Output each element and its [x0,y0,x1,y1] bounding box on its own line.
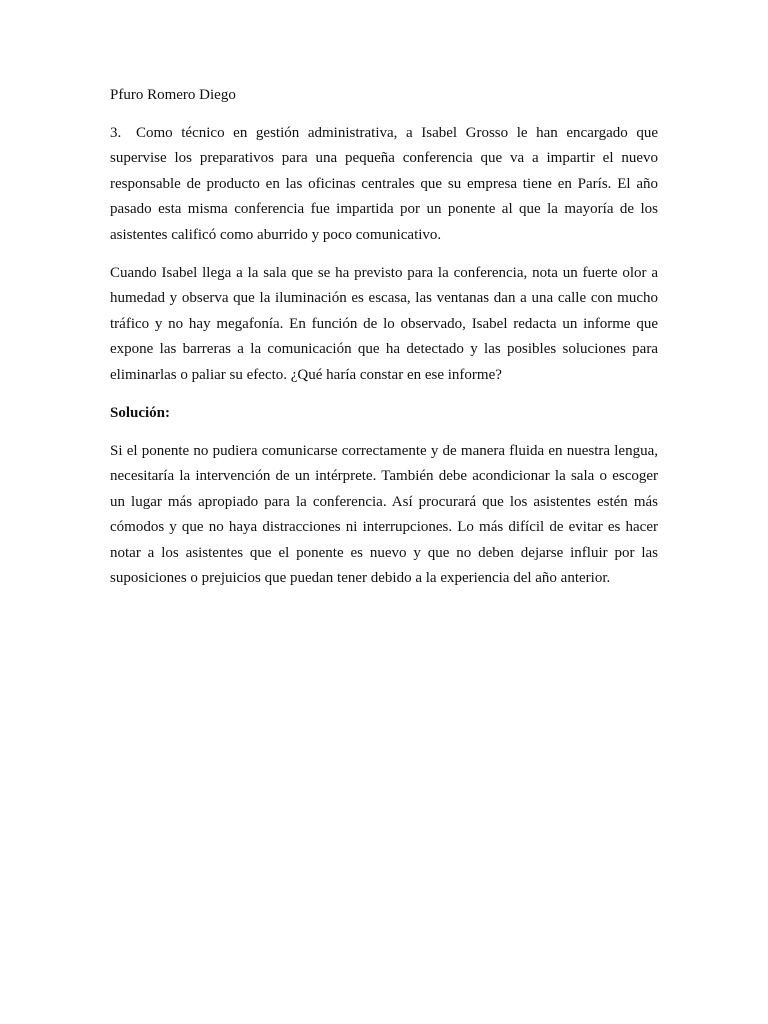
solution-paragraph: Si el ponente no pudiera comunicarse correctamente y de manera fluida en nuestra lengua, necesitaría la intervención de un intérprete. También debe acondicionar la sala o escoger un lugar más apropiado para la conferencia. Así procurará que los asistentes estén más cómodos y que no haya distracciones ni interrupciones. Lo más difícil de evitar es hacer notar a los asistentes que el ponente es nuevo y que no deben dejarse influir por las suposiciones o prejuicios que puedan tener debido a la experiencia del año anterior. [110,443,658,587]
question-paragraph-2: Cuando Isabel llega a la sala que se ha previsto para la conferencia, nota un fuerte olor a humedad y observa que la iluminación es escasa, las ventanas dan a una calle con mucho tráfico y no hay megafonía. En función de lo observado, Isabel redacta un informe que expone las barreras a la comunicación que ha detectado y las posibles soluciones para eliminarlas o paliar su efecto. ¿Qué haría constar en ese informe? [110,265,658,383]
question-text-1: Como técnico en gestión administrativa, a Isabel Grosso le han encargado que supervise los preparativos para una pequeña conferencia que va a impartir el nuevo responsable de producto en las oficinas centrales que su empresa tiene en París. El año pasado esta misma conferencia fue impartida por un ponente al que la mayoría de los asistentes calificó como aburrido y poco comunicativo. [110,125,658,243]
question-number: 3. [110,125,122,141]
solution-heading: Solución: [110,405,171,422]
question-paragraph-1 [110,121,658,248]
author-name: Pfuro Romero Diego [110,87,236,103]
